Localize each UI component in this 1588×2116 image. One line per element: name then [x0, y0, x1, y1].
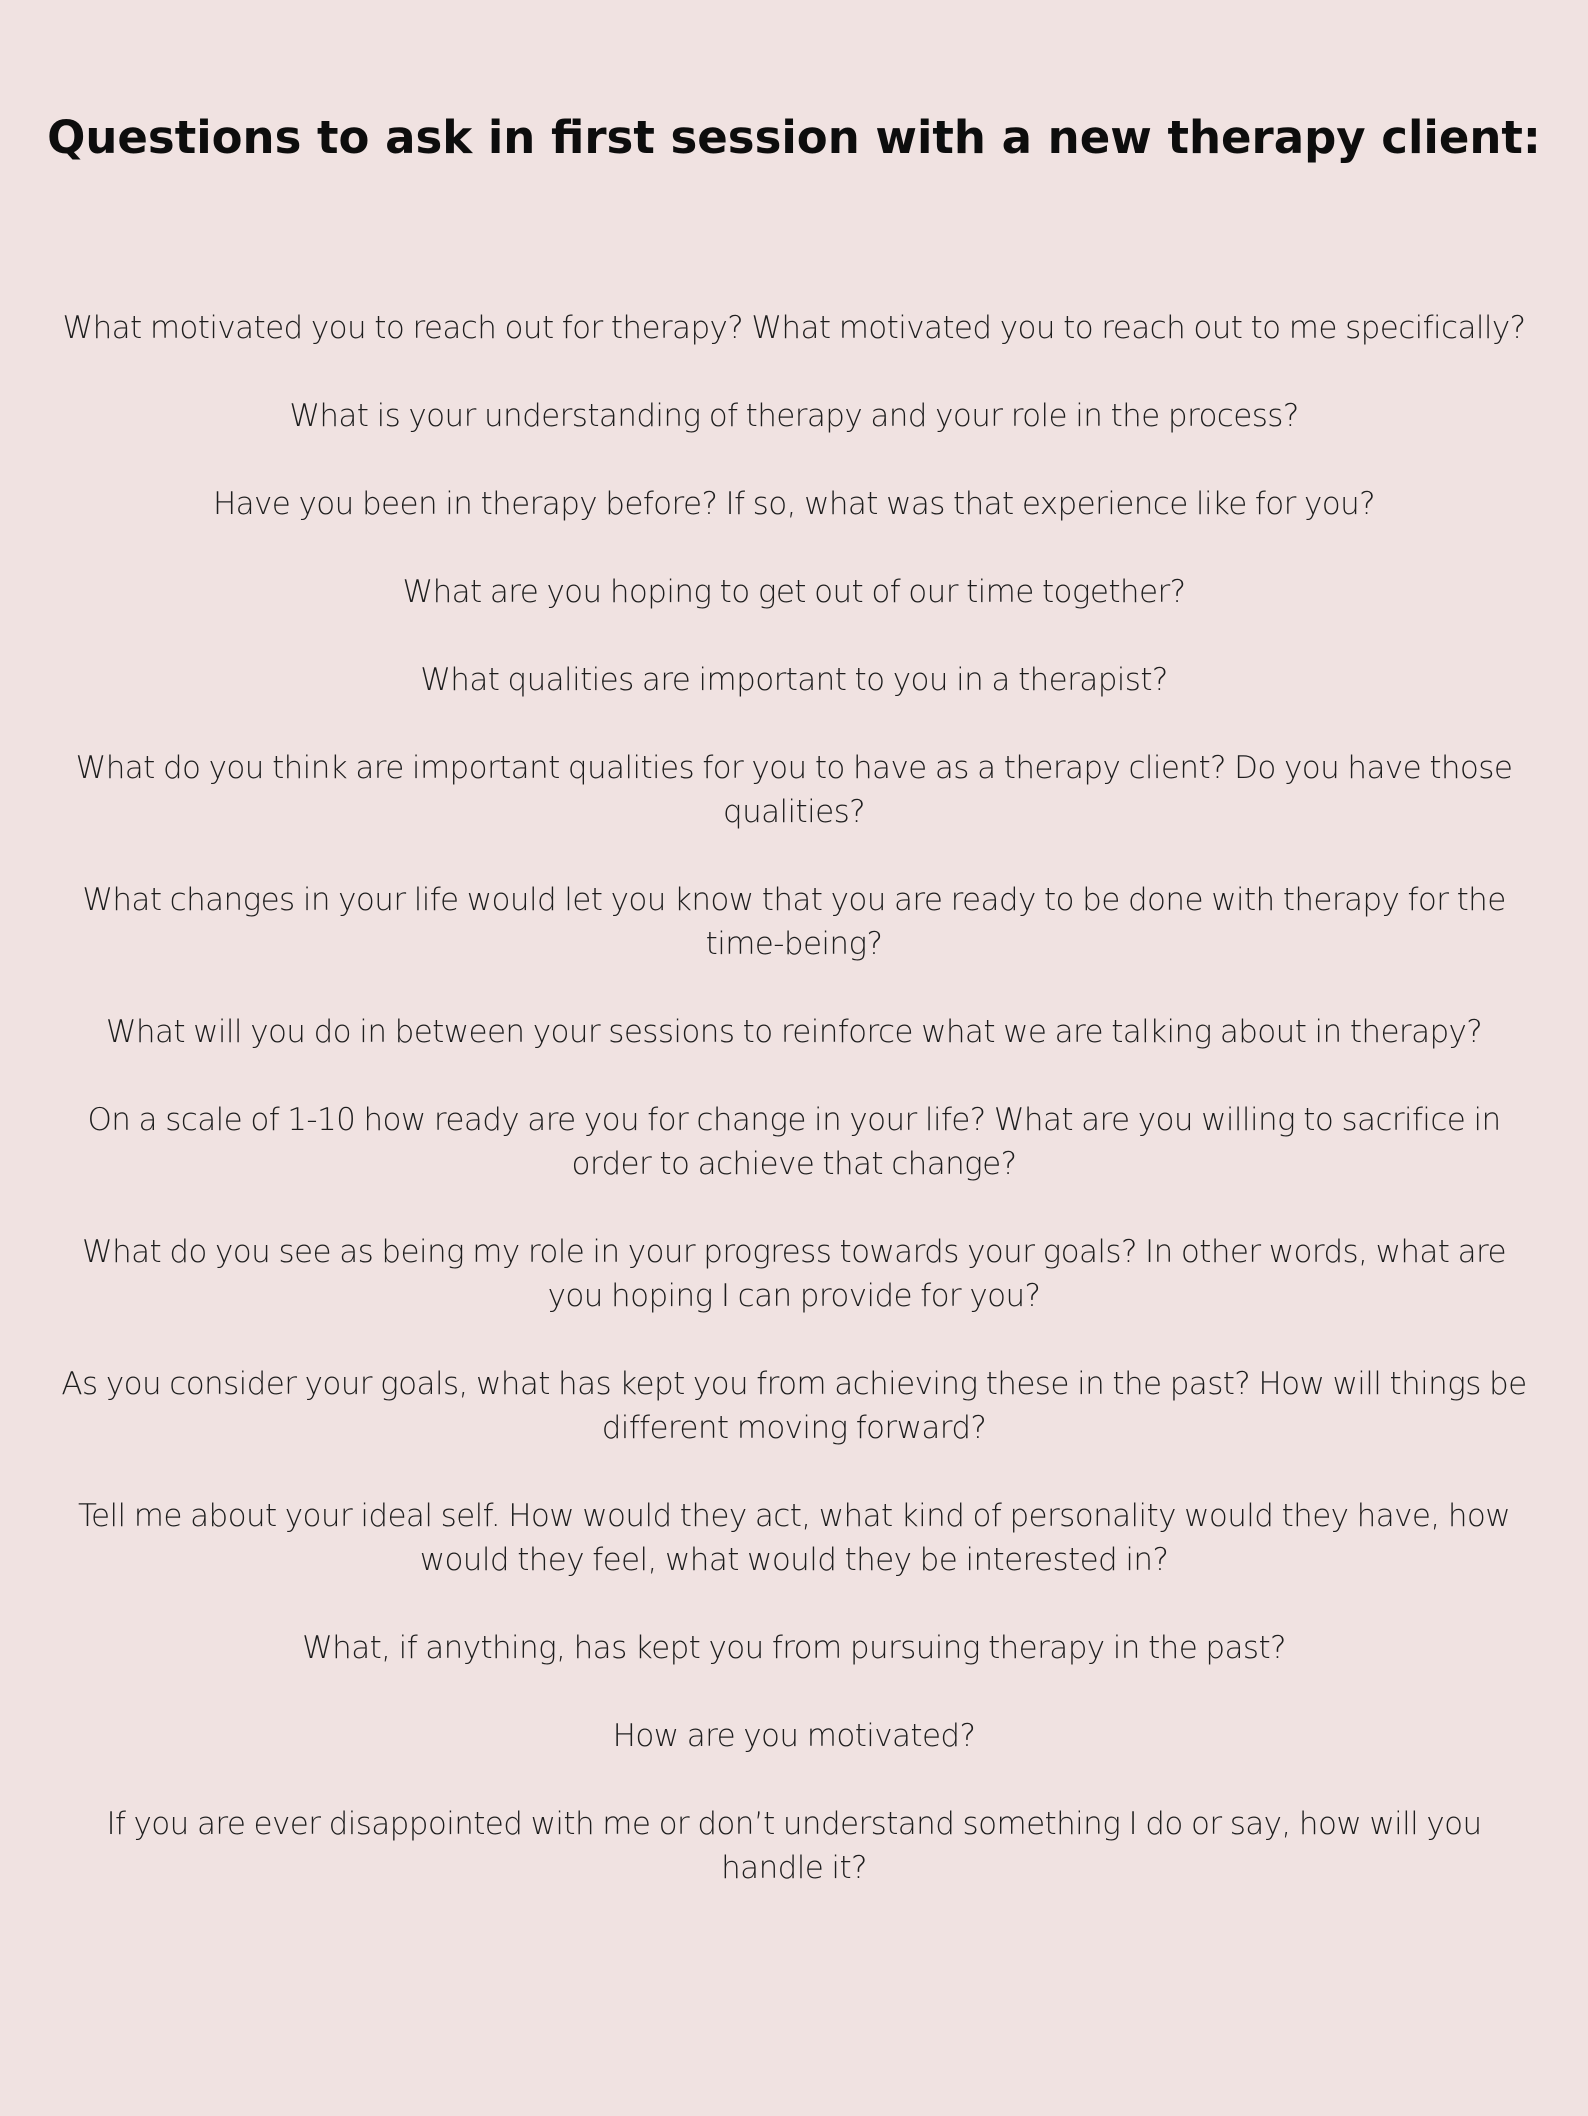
- question-list: [60, 306, 1528, 1934]
- question-item: What will you do in between your sessions to reinforce what we are talking about in therapy?: [105, 1014, 1483, 1050]
- question-item: What, if anything, has kept you from pursuing therapy in the past?: [302, 1630, 1286, 1666]
- question-item: What are you hoping to get out of our time together?: [402, 574, 1186, 610]
- question-item: What do you think are important qualities for you to have as a therapy client? Do you have those qualities?: [75, 750, 1513, 830]
- question-item: If you are ever disappointed with me or don’t understand something I do or say, how will you handle it?: [106, 1806, 1482, 1886]
- question-item: How are you motivated?: [612, 1718, 976, 1754]
- page-title: Questions to ask in first session with a new therapy client:: [47, 111, 1541, 164]
- question-item: What changes in your life would let you know that you are ready to be done with therapy for the time-being?: [82, 882, 1506, 962]
- question-item: As you consider your goals, what has kept you from achieving these in the past? How will things be different moving forward?: [61, 1366, 1527, 1446]
- question-item: What do you see as being my role in your progress towards your goals? In other words, what are you hoping I can provide for you?: [82, 1234, 1506, 1314]
- question-item: What is your understanding of therapy and your role in the process?: [289, 398, 1299, 434]
- question-item: On a scale of 1-10 how ready are you for change in your life? What are you willing to sacrifice in order to achieve that change?: [87, 1102, 1501, 1182]
- question-item: Have you been in therapy before? If so, what was that experience like for you?: [212, 486, 1376, 522]
- question-item: Tell me about your ideal self. How would they act, what kind of personality would they have, how would they feel, what would they be interested in?: [77, 1498, 1511, 1578]
- question-item: What motivated you to reach out for therapy? What motivated you to reach out to me specifically?: [62, 310, 1526, 346]
- question-item: What qualities are important to you in a therapist?: [420, 662, 1168, 698]
